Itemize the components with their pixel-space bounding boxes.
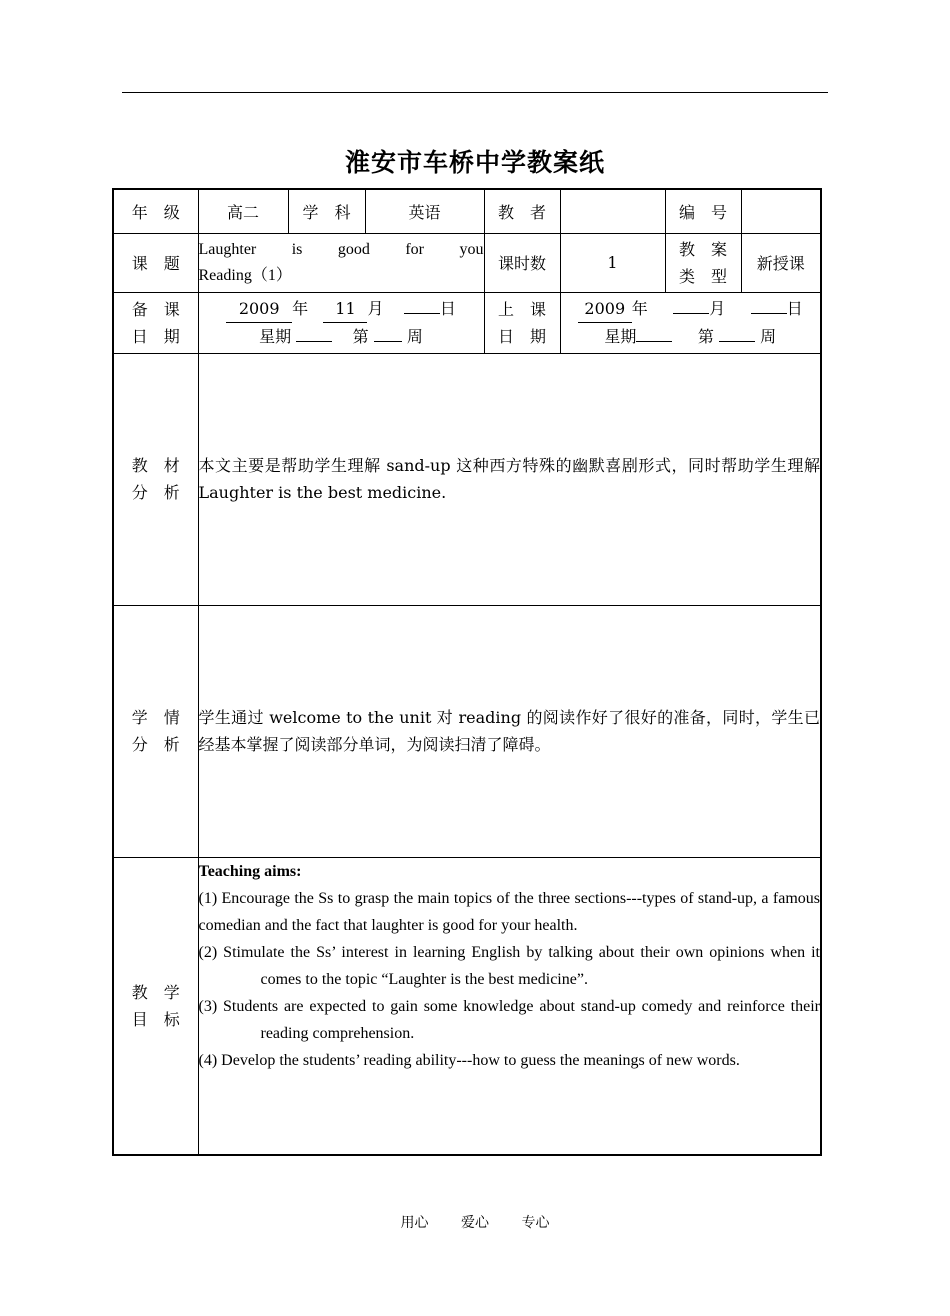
row-teaching-aims [113, 857, 821, 1155]
subject-value: 英语 [365, 189, 484, 233]
row-basic-info [113, 189, 821, 233]
prep-date-line-2 [199, 323, 484, 350]
class-year: 2009 [578, 295, 632, 323]
class-week [719, 341, 755, 342]
weekday-char: 星期 [259, 327, 292, 346]
week-char: 周 [406, 327, 423, 346]
topic-word: you [459, 240, 484, 258]
teacher-value [560, 189, 665, 233]
grade-label: 年 级 [113, 189, 198, 233]
footer-motto: 专心 [521, 1215, 550, 1231]
week-pre-char: 第 [697, 327, 714, 346]
lesson-plan-table [112, 188, 822, 1156]
class-date-label-line-2: 日 期 [497, 326, 546, 346]
lesson-type-label-line-1: 教 案 [678, 239, 727, 259]
number-value [741, 189, 821, 233]
prep-month: 11 [323, 295, 367, 323]
class-date-value [560, 292, 821, 353]
prep-day [404, 313, 440, 314]
student-analysis-text: 学生通过 welcome to the unit 对 reading 的阅读作好了很好的准备，同时，学生已经基本掌握了阅读部分单词，为阅读扫清了障碍。 [198, 605, 821, 857]
week-pre-char: 第 [352, 327, 369, 346]
material-analysis-label [113, 353, 198, 605]
teaching-aim-item: (3) Students are expected to gain some knowledge about stand-up comedy and reinforce their reading comprehension. [198, 997, 820, 1042]
material-analysis-text: 本文主要是帮助学生理解 sand-up 这种西方特殊的幽默喜剧形式，同时帮助学生理解 Laughter is the best medicine. [198, 353, 821, 605]
teacher-label: 教 者 [484, 189, 560, 233]
weekday-char: 星期 [604, 327, 637, 346]
class-month [673, 313, 709, 314]
topic-word: for [405, 240, 424, 258]
class-date-line-1 [561, 295, 821, 323]
row-student-analysis [113, 605, 821, 857]
prep-date-label-line-2: 日 期 [131, 326, 180, 346]
month-char: 月 [709, 299, 726, 318]
row-material-analysis [113, 353, 821, 605]
material-label-line-1: 教 材 [131, 456, 180, 475]
prep-date-label-line-1: 备 课 [131, 299, 180, 319]
prep-year: 2009 [226, 295, 292, 323]
month-char: 月 [367, 299, 384, 318]
header-rule [122, 92, 828, 93]
student-label-line-1: 学 情 [131, 708, 180, 727]
periods-label: 课时数 [484, 233, 560, 292]
topic-line-1 [199, 237, 484, 263]
row-dates [113, 292, 821, 353]
student-analysis-label [113, 605, 198, 857]
topic-line-2: Reading（1） [198, 266, 292, 284]
teaching-aims-heading: Teaching aims: [198, 862, 302, 880]
topic-word: good [337, 240, 370, 258]
topic-word: is [291, 240, 303, 258]
teaching-aim-item: (4) Develop the students’ reading ability---how to guess the meanings of new words. [198, 1051, 740, 1069]
lesson-type-label-line-2: 类 型 [678, 266, 727, 286]
prep-week [374, 341, 402, 342]
year-char: 年 [292, 299, 309, 318]
aims-label-line-1: 教 学 [131, 982, 180, 1002]
grade-value: 高二 [198, 189, 288, 233]
prep-date-value [198, 292, 484, 353]
class-date-label [484, 292, 560, 353]
teaching-aims-label [113, 857, 198, 1155]
row-topic [113, 233, 821, 292]
material-label-line-2: 分 析 [131, 483, 180, 502]
lesson-type-label [665, 233, 741, 292]
footer-motto: 爱心 [461, 1215, 489, 1231]
page-footer [0, 1212, 950, 1232]
lesson-type-value: 新授课 [741, 233, 821, 292]
class-day [751, 313, 787, 314]
page-title: 淮安市车桥中学教案纸 [344, 148, 605, 177]
week-char: 周 [760, 327, 777, 346]
day-char: 日 [439, 299, 456, 318]
topic-word: Laughter [198, 240, 257, 258]
student-label-line-2: 分 析 [131, 735, 180, 754]
teaching-aims-content [198, 857, 821, 1155]
periods-value: 1 [560, 233, 665, 292]
prep-weekday [296, 341, 332, 342]
class-weekday [636, 341, 672, 342]
topic-label: 课 题 [113, 233, 198, 292]
aims-label-line-2: 目 标 [131, 1009, 180, 1029]
footer-motto: 用心 [400, 1215, 429, 1231]
day-char: 日 [786, 299, 803, 318]
class-date-label-line-1: 上 课 [497, 299, 546, 319]
teaching-aim-item: (2) Stimulate the Ss’ interest in learning English by talking about their own opinions when it comes to the topic “Laughter is the best medicine”. [198, 943, 820, 988]
year-char: 年 [631, 299, 648, 318]
topic-value [198, 233, 484, 292]
teaching-aim-item: (1) Encourage the Ss to grasp the main topics of the three sections---types of stand-up, a famous comedian and the fact that laughter is good for your health. [198, 889, 820, 934]
prep-date-line-1 [199, 295, 484, 323]
class-date-line-2 [561, 323, 821, 350]
prep-date-label [113, 292, 198, 353]
subject-label: 学 科 [288, 189, 365, 233]
number-label: 编 号 [665, 189, 741, 233]
